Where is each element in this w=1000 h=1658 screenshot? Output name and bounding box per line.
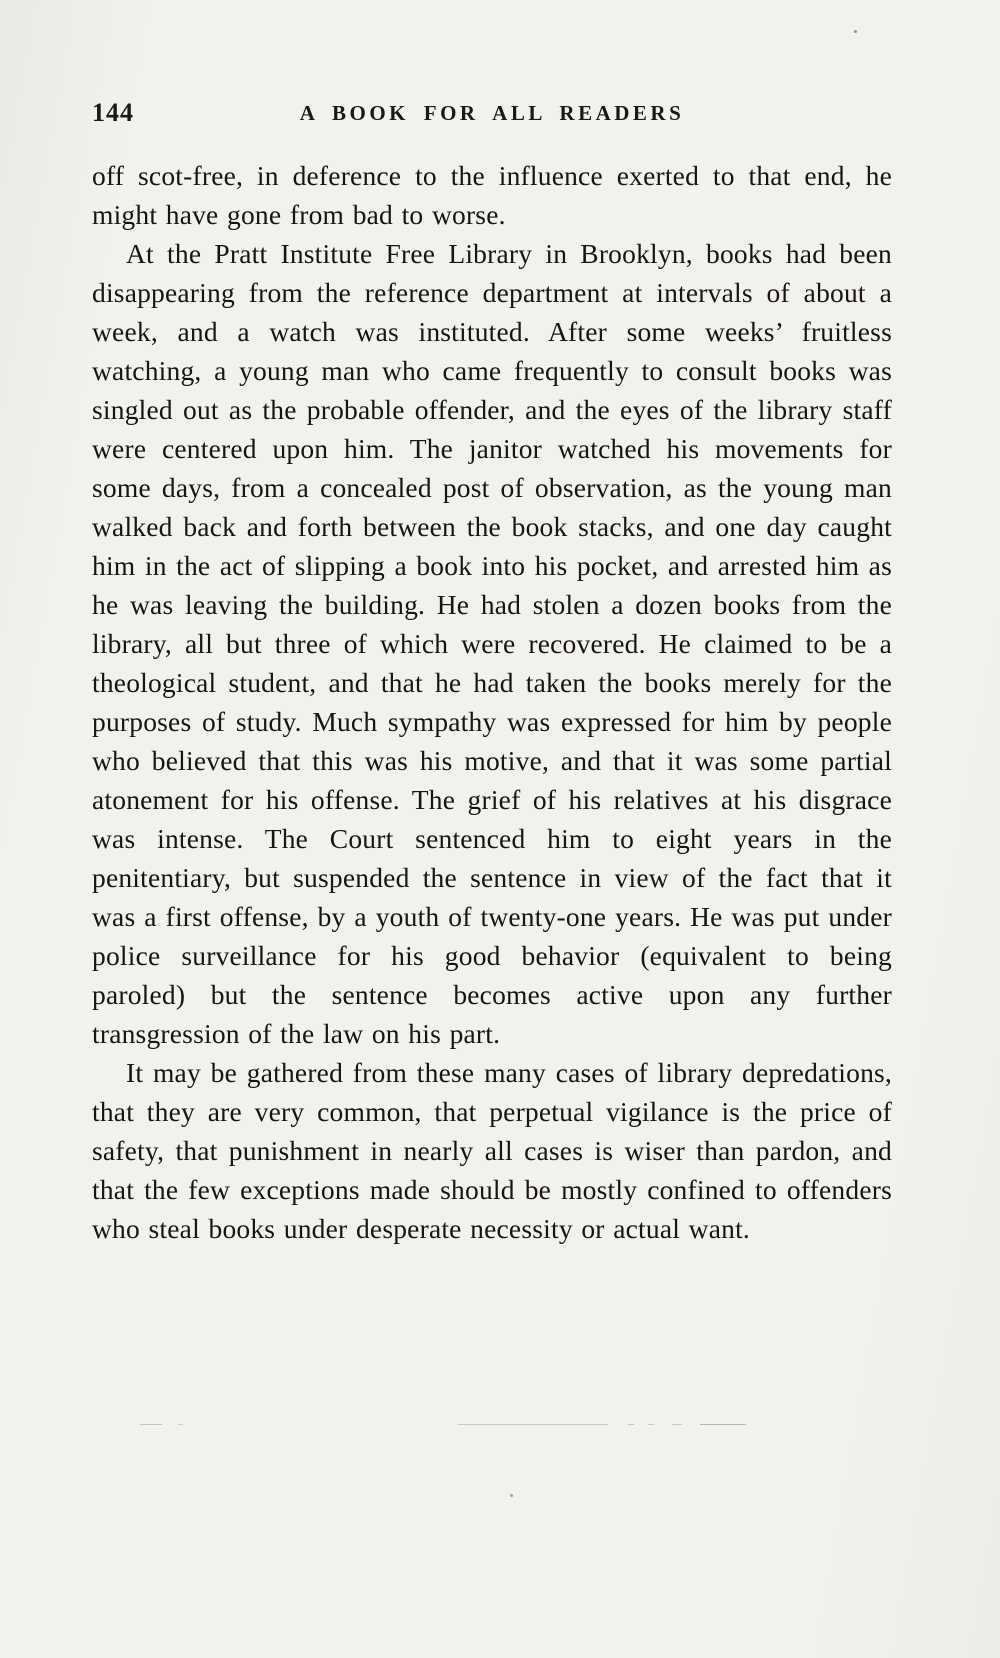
page-body <box>92 156 892 1248</box>
running-title: A BOOK FOR ALL READERS <box>299 101 685 125</box>
page-header <box>92 98 892 132</box>
page-number: 144 <box>92 98 134 127</box>
paragraph-conclusion: It may be gathered from these many cases of library depredations, that they are very common, that perpetual vigilance is the price of safety, that punishment in nearly all cases is wiser than pardon, and that the few exceptions made should be mostly confined to offenders who steal books under desperate necessity or actual want. <box>92 1057 892 1244</box>
paragraph-pratt-institute: At the Pratt Institute Free Library in Brooklyn, books had been disappearing from the reference department at intervals of about a week, and a watch was instituted. After some weeks’ fruitless watching, a young man who came frequently to consult books was singled out as the probable offender, and the eyes of the library staff were centered upon him. The janitor watched his movements for some days, from a concealed post of observation, as the young man walked back and forth between the book stacks, and one day caught him in the act of slipping a book into his pocket, and arrested him as he was leaving the building. He had stolen a dozen books from the library, all but three of which were recovered. He claimed to be a theological student, and that he had taken the books merely for the purposes of study. Much sympathy was expressed for him by people who believed that this was his motive, and that it was some partial atonement for his offense. The grief of his relatives at his disgrace was intense. The Court sentenced him to eight years in the penitentiary, but suspended the sentence in view of the fact that it was a first offense, by a youth of twenty-one years. He was put under police surveillance for his good behavior (equivalent to being paroled) but the sentence becomes active upon any further transgression of the law on his part. <box>92 238 892 1049</box>
scan-artifact-dot <box>854 30 857 33</box>
scan-artifact-dot <box>510 1494 513 1497</box>
paragraph-continuation: off scot-free, in deference to the influence exerted to that end, he might have gone from bad to worse. <box>92 160 892 230</box>
scan-artifact-rule <box>0 1424 1000 1427</box>
